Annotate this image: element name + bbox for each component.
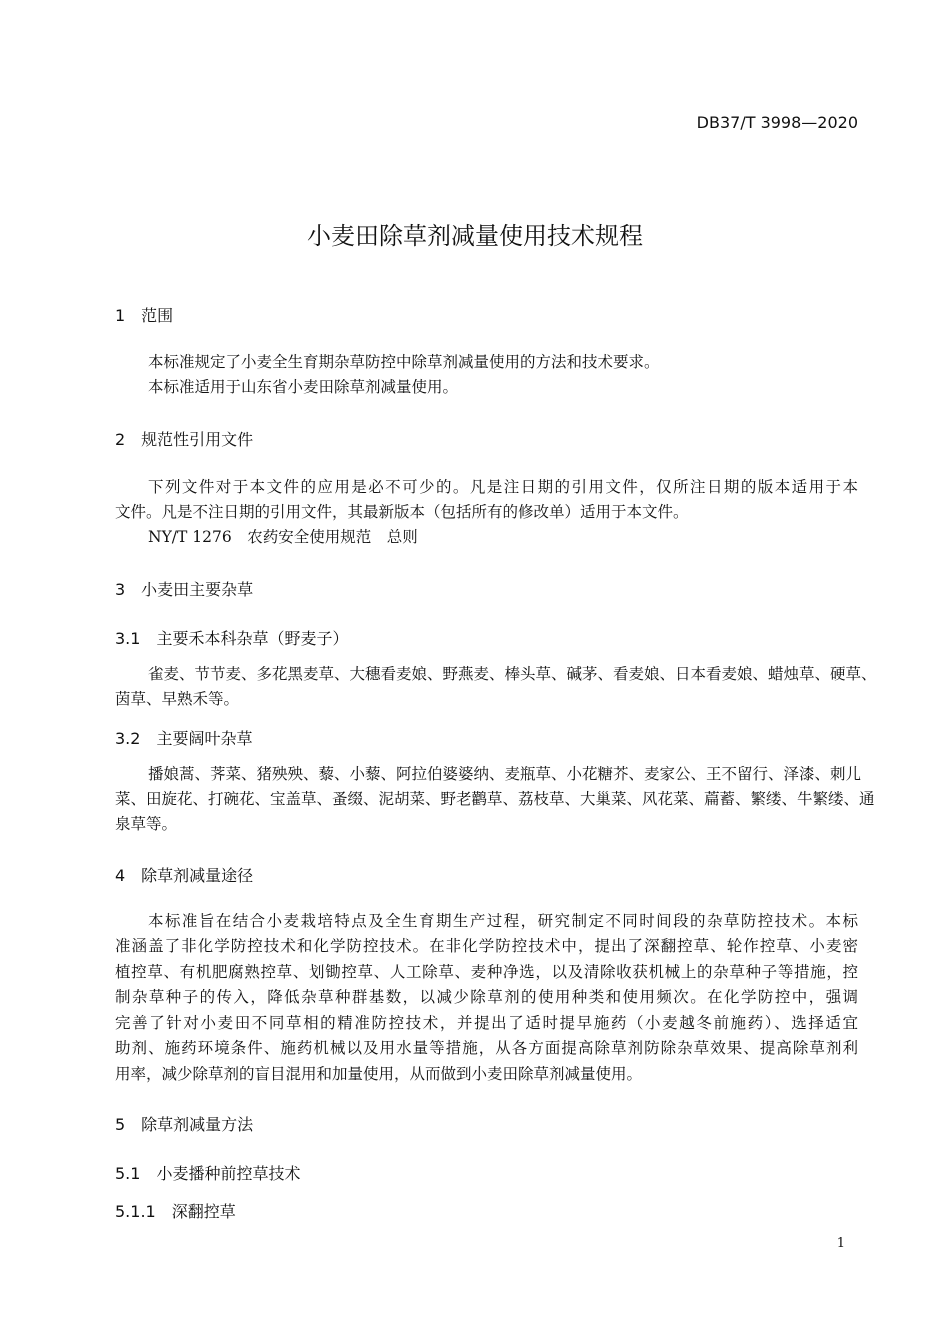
section-2-heading: 2 规范性引用文件 — [115, 430, 254, 449]
paragraph-line: 助剂、施药环境条件、施药机械以及用水量等措施，从各方面提高除草剂防除杂草效果、提高除草剂利 — [115, 1039, 858, 1057]
section-3-2-heading: 3.2 主要阔叶杂草 — [115, 729, 253, 748]
paragraph-line: 泉草等。 — [115, 815, 178, 833]
standard-number: DB37/T 3998—2020 — [696, 113, 858, 132]
paragraph-line: 本标准规定了小麦全生育期杂草防控中除草剂减量使用的方法和技术要求。 — [148, 353, 660, 371]
paragraph-line: 本标准适用于山东省小麦田除草剂减量使用。 — [148, 378, 459, 396]
paragraph-line: 制杂草种子的传入，降低杂草种群基数，以减少除草剂的使用种类和使用频次。在化学防控中，强调 — [115, 988, 858, 1006]
section-5-1-heading: 5.1 小麦播种前控草技术 — [115, 1164, 301, 1183]
section-5-heading: 5 除草剂减量方法 — [115, 1115, 254, 1134]
paragraph-line: 用率，减少除草剂的盲目混用和加量使用，从而做到小麦田除草剂减量使用。 — [115, 1065, 643, 1083]
paragraph-line: 本标准旨在结合小麦栽培特点及全生育期生产过程，研究制定不同时间段的杂草防控技术。本标 — [148, 912, 858, 930]
page-number: 1 — [836, 1236, 845, 1251]
paragraph-line: 完善了针对小麦田不同草相的精准防控技术，并提出了适时提早施药（小麦越冬前施药）、选择适宜 — [115, 1014, 858, 1032]
section-4-heading: 4 除草剂减量途径 — [115, 866, 254, 885]
section-1-heading: 1 范围 — [115, 306, 174, 325]
document-title: 小麦田除草剂减量使用技术规程 — [307, 222, 643, 250]
paragraph-line: 准涵盖了非化学防控技术和化学防控技术。在非化学防控技术中，提出了深翻控草、轮作控草、小麦密 — [115, 937, 858, 955]
paragraph-line: 雀麦、节节麦、多花黑麦草、大穗看麦娘、野燕麦、棒头草、碱茅、看麦娘、日本看麦娘、蜡烛草、硬草、 — [148, 665, 877, 683]
paragraph-line: 播娘蒿、荠菜、猪殃殃、藜、小藜、阿拉伯婆婆纳、麦瓶草、小花糖芥、麦家公、王不留行、泽漆、刺儿 — [148, 765, 862, 783]
section-3-heading: 3 小麦田主要杂草 — [115, 580, 254, 599]
section-3-1-heading: 3.1 主要禾本科杂草（野麦子） — [115, 629, 349, 648]
reference-item: NY/T 1276 农药安全使用规范 总则 — [148, 528, 418, 546]
paragraph-line: 茵草、早熟禾等。 — [115, 690, 240, 708]
paragraph-line: 菜、田旋花、打碗花、宝盖草、蚤缀、泥胡菜、野老鹳草、荔枝草、大巢菜、风花菜、萹蓄、繁缕、牛繁缕、通 — [115, 790, 875, 808]
paragraph-line: 下列文件对于本文件的应用是必不可少的。凡是注日期的引用文件，仅所注日期的版本适用于本 — [148, 478, 858, 496]
paragraph-line: 植控草、有机肥腐熟控草、划锄控草、人工除草、麦种净选，以及清除收获机械上的杂草种子等措施，控 — [115, 963, 858, 981]
section-5-1-1-heading: 5.1.1 深翻控草 — [115, 1202, 236, 1221]
paragraph-line: 文件。凡是不注日期的引用文件，其最新版本（包括所有的修改单）适用于本文件。 — [115, 503, 689, 521]
